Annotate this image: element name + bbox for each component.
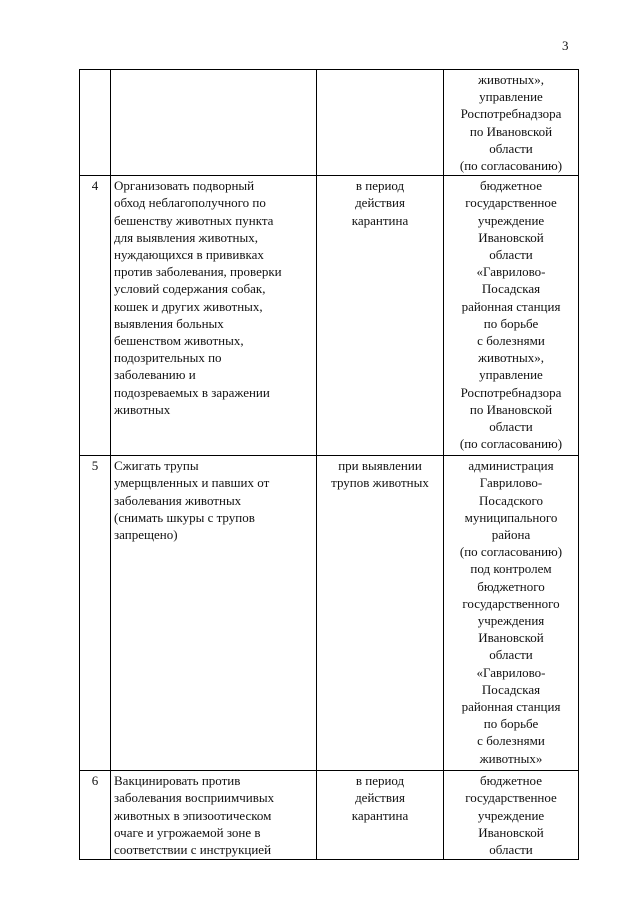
cell-text-line: трупов животных	[331, 475, 429, 491]
cell-text-line: под контролем	[470, 561, 552, 577]
cell-text-line: карантина	[351, 212, 409, 228]
cell-text-line: бешенству животных пункта	[114, 212, 274, 228]
cell-text-line: Посадского	[479, 492, 543, 508]
cell-text-line: государственное	[465, 195, 557, 211]
responsible-cell	[444, 771, 579, 860]
cell-text-line: по Ивановской	[469, 401, 553, 417]
cell-text-line: государственного	[462, 595, 560, 611]
cell-text-line: Посадская	[481, 281, 541, 297]
cell-text-line: учреждение	[477, 807, 545, 823]
cell-text-line: животных»,	[478, 350, 544, 366]
cell-text-line: муниципального	[464, 509, 558, 525]
cell-text-line: государственное	[465, 790, 557, 806]
cell-text-line: по Ивановской	[469, 123, 553, 139]
cell-text-line: администрация	[468, 458, 554, 474]
cell-text-line: в период	[355, 773, 405, 789]
cell-text-line: бюджетного	[477, 578, 545, 594]
cell-text-line: умерщвленных и павших от	[114, 475, 270, 491]
cell-text-line: животных»	[479, 750, 543, 766]
cell-text-line: «Гаврилово-	[476, 664, 546, 680]
cell-text-line: бюджетное	[480, 178, 542, 194]
cell-text-line: (по согласованию)	[459, 158, 563, 174]
action-cell	[111, 456, 317, 771]
table-row	[80, 771, 579, 860]
cell-text-line: заболевания животных	[114, 492, 242, 508]
cell-text-line: заболевания восприимчивых	[114, 790, 275, 806]
cell-text-line: заболеванию и	[114, 367, 196, 383]
action-cell	[111, 70, 317, 176]
cell-text-line: Ивановской	[478, 630, 544, 646]
cell-text-line: для выявления животных,	[114, 229, 258, 245]
cell-text-line: районная станция	[461, 298, 561, 314]
cell-text-line: действия	[355, 195, 405, 211]
cell-text-line: подозреваемых в заражении	[114, 384, 270, 400]
measures-table	[79, 69, 579, 860]
cell-text-line: Роспотребнадзора	[460, 106, 562, 122]
cell-text-line: действия	[355, 790, 405, 806]
cell-text-line: Ивановской	[478, 824, 544, 840]
cell-text-line: условий содержания собак,	[114, 281, 266, 297]
cell-text-line: бюджетное	[480, 773, 542, 789]
cell-text-line: Сжигать трупы	[114, 458, 199, 474]
cell-text-line: управление	[479, 367, 543, 383]
cell-text-line: животных в эпизоотическом	[114, 807, 272, 823]
row-number: 4	[80, 176, 111, 456]
cell-text-line: по борьбе	[483, 716, 539, 732]
cell-text-line: кошек и других животных,	[114, 298, 263, 314]
cell-text-line: животных»,	[478, 72, 544, 87]
term-cell	[317, 771, 444, 860]
cell-text-line: учреждение	[477, 212, 545, 228]
cell-text-line: управление	[479, 89, 543, 105]
cell-text-line: в период	[355, 178, 405, 194]
cell-text-line: области	[489, 140, 533, 156]
row-number: 5	[80, 456, 111, 771]
cell-text-line: (по согласованию)	[459, 544, 563, 560]
cell-text-line: области	[489, 247, 533, 263]
responsible-cell	[444, 176, 579, 456]
cell-text-line: выявления больных	[114, 315, 224, 331]
term-cell	[317, 176, 444, 456]
cell-text-line: с болезнями	[477, 333, 545, 349]
cell-text-line: «Гаврилово-	[476, 264, 546, 280]
cell-text-line: обход неблагополучного по	[114, 195, 266, 211]
cell-text-line: области	[489, 419, 533, 435]
page-number: 3	[562, 38, 569, 53]
cell-text-line: с болезнями	[477, 733, 545, 749]
cell-text-line: по борьбе	[483, 315, 539, 331]
row-number	[80, 70, 111, 176]
cell-text-line: нуждающихся в прививках	[114, 247, 264, 263]
cell-text-line: против заболевания, проверки	[114, 264, 282, 280]
table-row	[80, 70, 579, 176]
responsible-cell	[444, 456, 579, 771]
cell-text-line: очаге и угрожаемой зоне в	[114, 824, 261, 840]
cell-text-line: Ивановской	[478, 229, 544, 245]
cell-text-line: при выявлении	[338, 458, 422, 474]
table-row	[80, 456, 579, 771]
cell-text-line: запрещено)	[114, 527, 178, 543]
row-number: 6	[80, 771, 111, 860]
cell-text-line: Роспотребнадзора	[460, 384, 562, 400]
table-row	[80, 176, 579, 456]
cell-text-line: (снимать шкуры с трупов	[114, 509, 255, 525]
cell-text-line: подозрительных по	[114, 350, 222, 366]
cell-text-line: бешенством животных,	[114, 333, 244, 349]
action-cell	[111, 771, 317, 860]
cell-text-line: области	[489, 647, 533, 663]
term-cell	[317, 70, 444, 176]
cell-text-line: района	[491, 527, 531, 543]
cell-text-line: соответствии с инструкцией	[114, 842, 272, 858]
cell-text-line: животных	[114, 401, 171, 417]
cell-text-line: Вакцинировать против	[114, 773, 241, 789]
action-cell	[111, 176, 317, 456]
responsible-cell	[444, 70, 579, 176]
cell-text-line: (по согласованию)	[459, 436, 563, 452]
cell-text-line: области	[489, 842, 533, 858]
cell-text-line: Гаврилово-	[479, 475, 543, 491]
term-cell	[317, 456, 444, 771]
cell-text-line: карантина	[351, 807, 409, 823]
cell-text-line: Организовать подворный	[114, 178, 255, 194]
cell-text-line: учреждения	[477, 613, 545, 629]
cell-text-line: Посадская	[481, 681, 541, 697]
cell-text-line: районная станция	[461, 699, 561, 715]
